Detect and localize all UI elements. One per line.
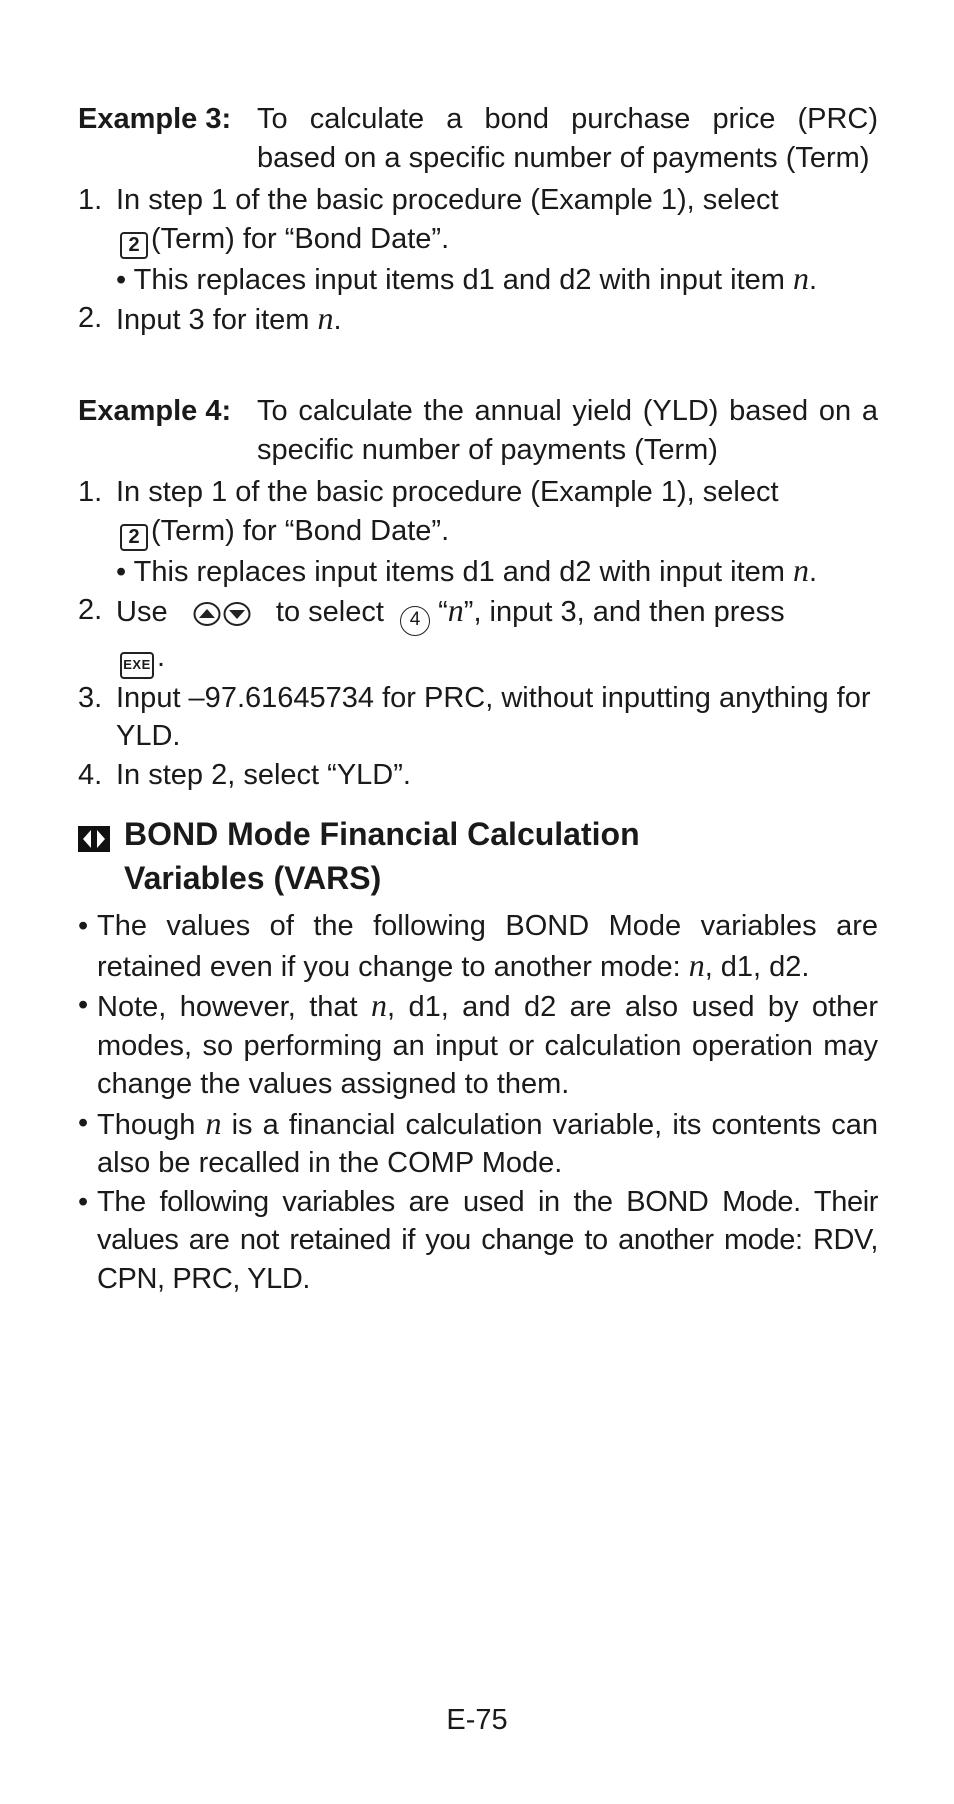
bullet-text: is a financial calculation variable, its contents can also be recalled in the COMP Mode.	[97, 1108, 878, 1179]
variable-n: n	[447, 592, 464, 628]
circled-4-icon: 4	[400, 606, 430, 636]
step-text: In step 2, select “YLD”.	[116, 758, 411, 791]
example-4	[78, 392, 878, 794]
bullet-dot: •	[78, 1106, 89, 1139]
step-number: 1.	[78, 476, 103, 508]
open-quote: “	[438, 596, 448, 628]
note-text: • This replaces input items d1 and d2 with input item	[116, 263, 785, 296]
section-title: BOND Mode Financial Calculation Variables (VARS)	[124, 816, 640, 896]
step-text: Input –97.61645734 for PRC, without inputting anything for YLD.	[116, 681, 871, 752]
example-3-step-2	[78, 299, 878, 340]
example-4-steps	[78, 473, 878, 794]
period: .	[333, 304, 342, 336]
example-4-step-2	[78, 591, 878, 679]
period: .	[808, 555, 818, 588]
period: .	[808, 263, 818, 296]
bullet-2	[78, 986, 878, 1104]
bullet-dot: •	[78, 1185, 89, 1218]
bullet-dot: •	[78, 989, 89, 1021]
bullet-3	[78, 1104, 878, 1183]
variable-n: n	[792, 259, 809, 296]
example-3-step-1	[78, 181, 878, 259]
step-number: 4.	[78, 758, 103, 791]
bullet-text: The values of the following BOND Mode variables are retained even if you change to another mode:	[97, 910, 878, 983]
example-4-note	[116, 551, 878, 592]
key-2-icon: 2	[120, 232, 148, 259]
section-bullets	[78, 907, 878, 1298]
step-number: 2.	[78, 302, 103, 334]
example-3-label: Example 3:	[78, 103, 232, 135]
example-4-step-1	[78, 473, 878, 551]
period: .	[157, 640, 166, 673]
exe-key-icon: EXE	[120, 652, 154, 679]
variable-n: n	[688, 946, 705, 983]
example-4-step-4	[78, 756, 878, 795]
example-3-steps	[78, 181, 878, 340]
step-number: 1.	[78, 184, 103, 216]
down-arrow-key-icon	[223, 599, 251, 638]
example-3-note	[116, 259, 878, 300]
bullet-text: Though	[97, 1108, 196, 1141]
step-text-input: ”, input 3, and then press	[463, 596, 785, 628]
note-text: • This replaces input items d1 and d2 with input item	[116, 555, 785, 588]
step-text-term: (Term) for “Bond Date”.	[151, 222, 450, 255]
variable-n: n	[371, 987, 387, 1023]
bullet-text: The following variables are used in the BOND Mode. Their values are not retained if you change to another mode: RDV, CPN, PRC, YLD.	[97, 1185, 878, 1295]
example-3	[78, 100, 878, 340]
example-3-title: To calculate a bond purchase price (PRC) based on a specific number of payments (Term)	[257, 103, 878, 174]
step-number: 3.	[78, 681, 103, 714]
step-number: 2.	[78, 594, 103, 626]
example-4-step-3	[78, 679, 878, 756]
step-text-term: (Term) for “Bond Date”.	[151, 514, 450, 547]
section-heading	[78, 812, 878, 900]
step-text-use: Use	[116, 596, 168, 628]
step-text-select: to select	[275, 596, 384, 628]
page-number: E-75	[446, 1704, 508, 1736]
bullet-4	[78, 1183, 878, 1299]
section-marker-icon	[78, 812, 124, 900]
variable-n: n	[792, 551, 809, 588]
up-arrow-key-icon	[193, 599, 221, 638]
step-text: Input 3 for item	[116, 304, 310, 336]
step-text: In step 1 of the basic procedure (Example 1), select	[116, 184, 779, 216]
bullet-text: Note, however, that	[97, 991, 358, 1023]
bullet-1	[78, 907, 878, 986]
bullet-text: , d1, and d2 are also used by other modes, so performing an input or calculation operation may change the values assigned to them.	[97, 991, 879, 1100]
step-text: In step 1 of the basic procedure (Example 1), select	[116, 476, 779, 508]
variable-n: n	[205, 1104, 222, 1141]
variable-n: n	[317, 300, 334, 336]
bullet-dot: •	[78, 910, 89, 942]
example-4-label: Example 4:	[78, 395, 232, 427]
example-4-title: To calculate the annual yield (YLD) based on a specific number of payments (Term)	[257, 395, 878, 466]
key-2-icon: 2	[120, 524, 148, 551]
bullet-text: , d1, d2.	[704, 950, 810, 983]
